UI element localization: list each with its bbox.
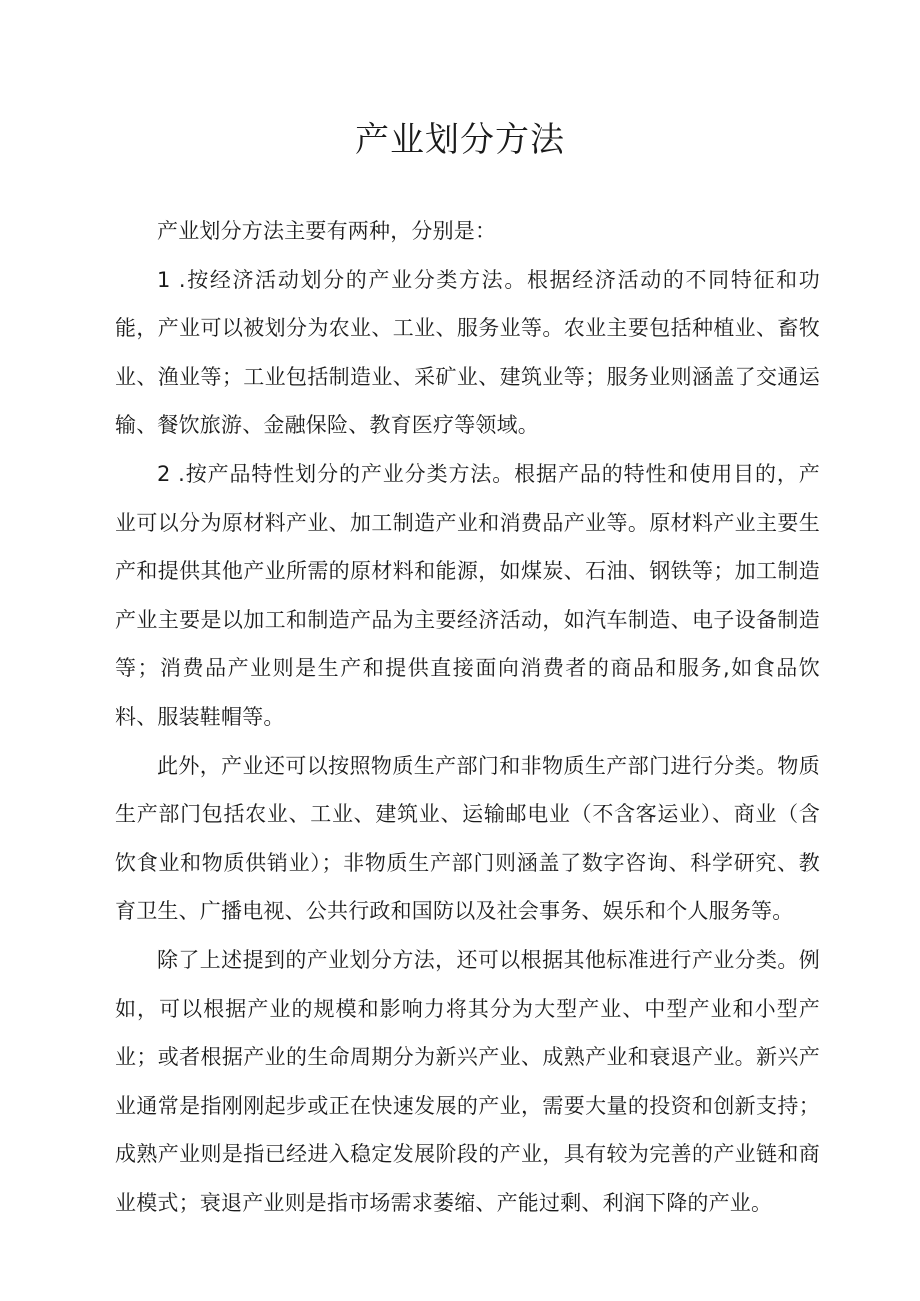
page-title: 产业划分方法 xyxy=(355,120,565,160)
paragraph-intro: 产业划分方法主要有两种，分别是： xyxy=(157,219,497,243)
paragraph-material-production: 此外，产业还可以按照物质生产部门和非物质生产部门进行分类。物质生产部门包括农业、工业、建筑业、运输邮电业（不含客运业）、商业（含饮食业和物质供销业）；非物质生产部门则涵盖了数字咨询、科学研究、教育卫生、广播电视、公共行政和国防以及社会事务、娱乐和个人服务等。 xyxy=(115,753,820,924)
paragraph-other-standards: 除了上述提到的产业划分方法，还可以根据其他标准进行产业分类。例如，可以根据产业的规模和影响力将其分为大型产业、中型产业和小型产业；或者根据产业的生命周期分为新兴产业、成熟产业和衰退产业。新兴产业通常是指刚刚起步或正在快速发展的产业，需要大量的投资和创新支持；成熟产业则是指已经进入稳定发展阶段的产业，具有较为完善的产业链和商业模式；衰退产业则是指市场需求萎缩、产能过剩、利润下降的产业。 xyxy=(115,947,820,1215)
paragraph-product-characteristics: 2 .按产品特性划分的产业分类方法。根据产品的特性和使用目的，产业可以分为原材料产业、加工制造产业和消费品产业等。原材料产业主要生产和提供其他产业所需的原材料和能源，如煤炭、石油、钢铁等；加工制造产业主要是以加工和制造产品为主要经济活动，如汽车制造、电子设备制造等；消费品产业则是生产和提供直接面向消费者的商品和服务,如食品饮料、服装鞋帽等。 xyxy=(115,461,820,729)
document-body xyxy=(115,207,820,1227)
paragraph-economic-activity: 1 .按经济活动划分的产业分类方法。根据经济活动的不同特征和功能，产业可以被划分为农业、工业、服务业等。农业主要包括种植业、畜牧业、渔业等；工业包括制造业、采矿业、建筑业等；服务业则涵盖了交通运输、餐饮旅游、金融保险、教育医疗等领域。 xyxy=(115,267,820,438)
